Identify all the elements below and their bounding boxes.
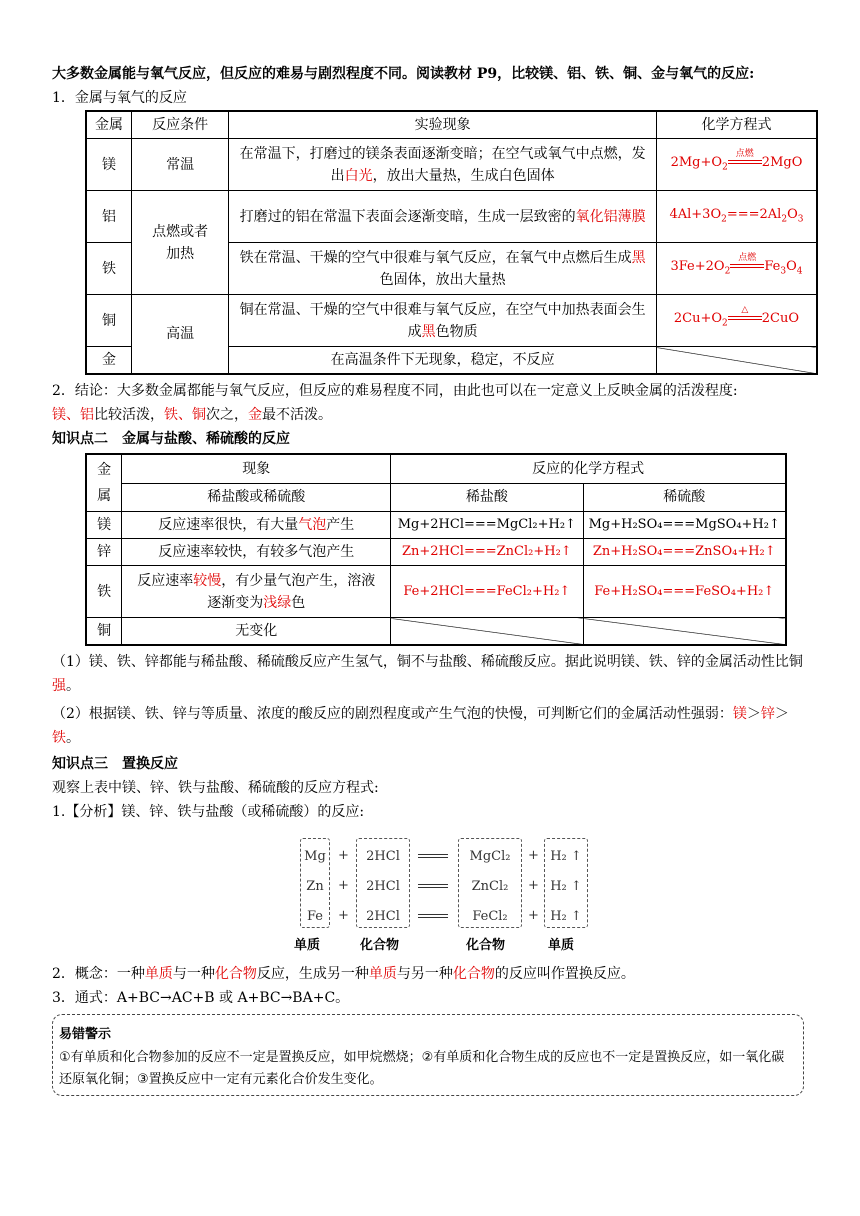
knowledge-point-3-title: 知识点三 置换反应	[52, 756, 178, 772]
header-metal-2: 金属	[86, 454, 122, 512]
header-hcl: 稀盐酸	[391, 483, 583, 512]
warning-body: ①有单质和化合物参加的反应不一定是置换反应，如甲烷燃烧；②有单质和化合物生成的反应也不一定是置换反应，如一氧化碳还原氧化铜；③置换反应中一定有元素化合价发生变化。	[59, 1050, 785, 1087]
label-element-1: 单质	[294, 938, 321, 953]
equals-1	[418, 854, 448, 858]
eq-fe-h2so4: Fe+H₂SO₄===FeSO₄+H₂↑	[583, 566, 786, 618]
eq-mg-h2so4: Mg+H₂SO₄===MgSO₄+H₂↑	[583, 512, 786, 539]
condition-al-fe: 点燃或者加热	[131, 191, 228, 295]
plus-1a: +	[338, 848, 349, 863]
phenomenon-mg: 在常温下，打磨过的镁条表面逐渐变暗；在空气或氧气中点燃，发出白光，放出大量热，生成白色固体	[229, 139, 657, 191]
condition-mg: 常温	[131, 139, 228, 191]
metal-fe-symbol: Fe	[306, 909, 323, 924]
equals-3	[418, 914, 448, 918]
metal-oxygen-table	[85, 110, 818, 375]
plus-2c: +	[528, 908, 539, 923]
plus-2b: +	[528, 878, 539, 893]
general-formula: 3．通式：A+BC→AC+B 或 A+BC→BA+C。	[52, 990, 350, 1006]
intro-text: 大多数金属能与氧气反应，但反应的难易与剧烈程度不同。阅读教材 P9，比较镁、铝、铁、铜、金与氧气的反应:	[52, 66, 755, 82]
eq-cu-hcl-empty	[391, 618, 583, 646]
header-acid: 稀盐酸或稀硫酸	[122, 483, 391, 512]
eq-fe-hcl: Fe+2HCl===FeCl₂+H₂↑	[391, 566, 583, 618]
reaction-diagram	[294, 836, 598, 956]
note-1: （1）镁、铁、锌都能与稀盐酸、稀硫酸反应产生氢气，铜不与盐酸、稀硫酸反应。据此说明镁、铁、锌的金属活动性比铜强。	[52, 654, 803, 694]
eq-cu-h2so4-empty	[583, 618, 786, 646]
acid-2: 2HCl	[366, 879, 400, 894]
header-metal: 金属	[86, 111, 131, 139]
document-body	[52, 62, 812, 824]
phenomenon-fe: 铁在常温、干燥的空气中很难与氧气反应，在氧气中点燃后生成黑色固体，放出大量热	[229, 243, 657, 295]
salt-fecl2: FeCl₂	[472, 909, 508, 924]
note-2: （2）根据镁、铁、锌与等质量、浓度的酸反应的剧烈程度或产生气泡的快慢，可判断它们的金属活动性强弱：镁＞锌＞铁。	[52, 706, 789, 746]
plus-2a: +	[528, 848, 539, 863]
phenomenon-cu: 铜在常温、干燥的空气中很难与氧气反应，在空气中加热表面会生成黑色物质	[229, 295, 657, 347]
acid-metal-zn: 锌	[86, 539, 122, 566]
conclusion-line-2: 镁、铝比较活泼，铁、铜次之，金最不活泼。	[52, 407, 332, 423]
header-equation-2: 反应的化学方程式	[391, 454, 786, 483]
acid-1: 2HCl	[366, 849, 400, 864]
metal-acid-table	[85, 453, 787, 646]
metal-al: 铝	[86, 191, 131, 243]
metal-cu: 铜	[86, 295, 131, 347]
metal-au: 金	[86, 347, 131, 375]
metal-fe: 铁	[86, 243, 131, 295]
metal-zn-symbol: Zn	[306, 879, 324, 894]
acid-metal-fe: 铁	[86, 566, 122, 618]
metals-box	[300, 838, 330, 928]
header-h2so4: 稀硫酸	[583, 483, 786, 512]
concept-section	[52, 962, 812, 1010]
equation-mg: $2Mg+O_2$ 点燃 2MgO	[656, 139, 817, 191]
label-compound-2: 化合物	[466, 938, 506, 953]
metal-mg-symbol: Mg	[304, 849, 326, 864]
metal-mg: 镁	[86, 139, 131, 191]
gas-h2-1: H₂ ↑	[550, 849, 582, 864]
acid-metal-mg: 镁	[86, 512, 122, 539]
equals-2	[418, 884, 448, 888]
equation-cu: $2Cu+O_2$ △ 2CuO	[656, 295, 817, 347]
gas-h2-2: H₂ ↑	[550, 879, 582, 894]
acid-metal-cu: 铜	[86, 618, 122, 646]
salt-mgcl2: MgCl₂	[469, 849, 511, 864]
acid-3: 2HCl	[366, 909, 400, 924]
equation-al: $4Al+3O_2===2Al_2O_3$	[656, 191, 817, 243]
acid-phenomenon-zn: 反应速率较快，有较多气泡产生	[122, 539, 391, 566]
condition-cu-au: 高温	[131, 295, 228, 375]
phenomenon-au: 在高温条件下无现象，稳定，不反应	[229, 347, 657, 375]
concept-line: 2．概念：一种单质与一种化合物反应，生成另一种单质与另一种化合物的反应叫作置换反应。	[52, 966, 635, 982]
salt-zncl2: ZnCl₂	[471, 879, 509, 894]
compounds-box	[356, 838, 410, 928]
header-equation: 化学方程式	[656, 111, 817, 139]
equation-au-empty	[656, 347, 817, 375]
warning-title: 易错警示	[59, 1027, 112, 1042]
acid-phenomenon-mg: 反应速率很快，有大量气泡产生	[122, 512, 391, 539]
phenomenon-al: 打磨过的铝在常温下表面会逐渐变暗，生成一层致密的氧化铝薄膜	[229, 191, 657, 243]
knowledge-point-2-title: 知识点二 金属与盐酸、稀硫酸的反应	[52, 431, 290, 447]
header-condition: 反应条件	[131, 111, 228, 139]
label-element-2: 单质	[548, 938, 575, 953]
warning-box	[52, 1014, 804, 1096]
kp3-analysis: 1.【分析】镁、锌、铁与盐酸（或稀硫酸）的反应:	[52, 804, 365, 820]
conclusion-line-1: 2．结论：大多数金属都能与氧气反应，但反应的难易程度不同，由此也可以在一定意义上反映金属的活泼程度:	[52, 383, 738, 399]
gas-h2-3: H₂ ↑	[550, 909, 582, 924]
section-1-title: 1．金属与氧气的反应	[52, 90, 187, 106]
plus-1b: +	[338, 878, 349, 893]
eq-zn-h2so4: Zn+H₂SO₄===ZnSO₄+H₂↑	[583, 539, 786, 566]
acid-phenomenon-cu: 无变化	[122, 618, 391, 646]
eq-zn-hcl: Zn+2HCl===ZnCl₂+H₂↑	[391, 539, 583, 566]
acid-phenomenon-fe: 反应速率较慢，有少量气泡产生，溶液逐渐变为浅绿色	[122, 566, 391, 618]
salts-box	[458, 838, 522, 928]
equation-fe: $3Fe+2O_2$ 点燃 $Fe_3O_4$	[656, 243, 817, 295]
plus-1c: +	[338, 908, 349, 923]
header-phenomenon: 实验现象	[229, 111, 657, 139]
header-phenomenon-2: 现象	[122, 454, 391, 483]
kp3-intro: 观察上表中镁、锌、铁与盐酸、稀硫酸的反应方程式:	[52, 780, 379, 796]
gas-box	[544, 838, 588, 928]
eq-mg-hcl: Mg+2HCl===MgCl₂+H₂↑	[391, 512, 583, 539]
label-compound-1: 化合物	[360, 938, 400, 953]
